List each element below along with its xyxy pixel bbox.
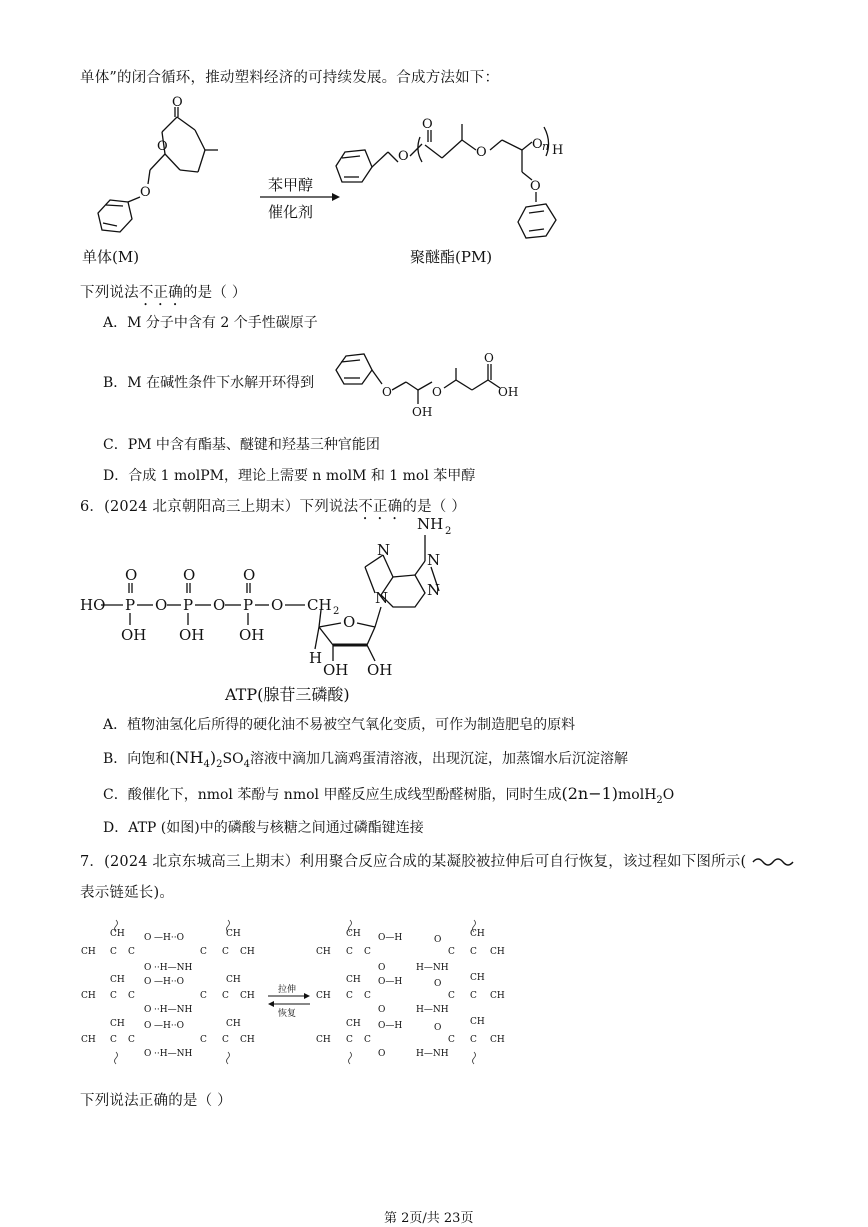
arrow-bottom-label: 恢复 xyxy=(278,1009,297,1019)
q6-stem-post: 的是（ ） xyxy=(402,499,467,515)
polymer-n: n xyxy=(542,140,550,153)
atp-O-link3: O xyxy=(271,596,284,614)
svg-text:C: C xyxy=(364,991,371,1001)
atp-O-top2: O xyxy=(183,566,196,584)
svg-text:O: O xyxy=(144,933,152,943)
atp-CH2: CH xyxy=(307,596,332,614)
svg-text:H—NH: H—NH xyxy=(416,1005,449,1015)
atp-O-top3: O xyxy=(243,566,256,584)
monomer-O-ring: O xyxy=(157,139,168,154)
polymer-O-ester: O xyxy=(398,149,409,164)
svg-text:CH: CH xyxy=(346,1019,361,1029)
svg-text:CH: CH xyxy=(81,1035,96,1045)
atp-O-link1: O xyxy=(155,596,168,614)
svg-text:O: O xyxy=(378,1005,386,1015)
svg-text:O: O xyxy=(378,963,386,973)
svg-text:C: C xyxy=(364,947,371,957)
atp-HO: HO xyxy=(80,596,106,614)
atp-OH-right: OH xyxy=(367,661,393,679)
svg-text:CH: CH xyxy=(110,975,125,985)
svg-text:O—H: O—H xyxy=(378,933,403,943)
svg-text:C: C xyxy=(222,991,229,1001)
q7-stem-line2: 表示链延长)。 xyxy=(80,885,175,901)
atp-N9: N xyxy=(375,589,389,607)
polymer-O-carbonyl: O xyxy=(422,117,433,132)
svg-text:O: O xyxy=(144,1005,152,1015)
svg-text:CH: CH xyxy=(346,929,361,939)
svg-text:CH: CH xyxy=(490,1035,505,1045)
monomer-structure xyxy=(98,107,218,232)
svg-text:O: O xyxy=(434,935,442,945)
svg-text:CH: CH xyxy=(240,991,255,1001)
svg-text:··H—NH: ··H—NH xyxy=(154,1049,193,1059)
svg-text:CH: CH xyxy=(226,1019,241,1029)
b-struct-O1: O xyxy=(382,385,392,399)
svg-text:CH: CH xyxy=(316,947,331,957)
q5-stem-post: 的是（ ） xyxy=(182,285,247,301)
svg-text:CH: CH xyxy=(490,947,505,957)
svg-text:CH: CH xyxy=(226,929,241,939)
q6-option-a: A．植物油氢化后所得的硬化油不易被空气氧化变质，可作为制造肥皂的原料 xyxy=(103,717,576,733)
atp-OH1: OH xyxy=(121,626,147,644)
svg-text:CH: CH xyxy=(240,947,255,957)
svg-text:C: C xyxy=(364,1035,371,1045)
q6-stem-pre: 6．(2024 北京朝阳高三上期末）下列说法 xyxy=(80,499,359,515)
svg-text:—H··O: —H··O xyxy=(154,1021,184,1031)
svg-text:CH: CH xyxy=(81,991,96,1001)
svg-text:CH: CH xyxy=(240,1035,255,1045)
atp-O-top1: O xyxy=(125,566,138,584)
atp-P2: P xyxy=(183,596,194,614)
b-struct-O3: O xyxy=(484,351,494,365)
atp-OH2: OH xyxy=(179,626,205,644)
atp-N3: N xyxy=(427,581,441,599)
monomer-O-ether: O xyxy=(140,185,151,200)
reagent-bottom: 催化剂 xyxy=(268,203,314,221)
svg-text:C: C xyxy=(200,991,207,1001)
svg-text:C: C xyxy=(448,1035,455,1045)
svg-text:··H—NH: ··H—NH xyxy=(154,963,193,973)
monomer-label: 单体(M) xyxy=(82,248,140,266)
q6-stem-emph: 不正确 xyxy=(358,499,403,515)
svg-text:CH: CH xyxy=(470,929,485,939)
q7-stem-line1: 7．(2024 北京东城高三上期末）利用聚合反应合成的某凝胶被拉伸后可自行恢复，该过程如下图所示( xyxy=(80,850,797,871)
q5-option-a: A．M 分子中含有 2 个手性碳原子 xyxy=(103,315,318,331)
polymer-label: 聚醚酯(PM) xyxy=(410,248,493,266)
svg-text:C: C xyxy=(222,1035,229,1045)
svg-text:C: C xyxy=(346,1035,353,1045)
svg-text:CH: CH xyxy=(110,929,125,939)
b-struct-OH2: OH xyxy=(498,385,519,399)
svg-text:C: C xyxy=(222,947,229,957)
q6-option-b: B．向饱和$(NH_4)_2SO_4$溶液中滴加几滴鸡蛋清溶液，出现沉淀，加蒸馏水后沉淀溶解 xyxy=(103,748,628,770)
svg-text:CH: CH xyxy=(490,991,505,1001)
svg-text:C: C xyxy=(470,991,477,1001)
atp-O-link2: O xyxy=(213,596,226,614)
svg-text:CH: CH xyxy=(316,991,331,1001)
svg-text:O: O xyxy=(434,1023,442,1033)
svg-text:C: C xyxy=(110,991,117,1001)
svg-text:O: O xyxy=(144,1021,152,1031)
q5-option-b: B．M 在碱性条件下水解开环得到 xyxy=(103,375,315,391)
svg-text:O: O xyxy=(378,1049,386,1059)
svg-text:C: C xyxy=(448,947,455,957)
q7-tail: 下列说法正确的是（ ） xyxy=(80,1093,232,1109)
svg-text:C: C xyxy=(200,1035,207,1045)
atp-N1: N xyxy=(427,551,441,569)
b-struct-OH: OH xyxy=(412,405,433,419)
atp-H-left: H xyxy=(309,649,323,667)
option-b-structure xyxy=(326,344,526,424)
atp-ring-O: O xyxy=(343,613,356,631)
polymer-O-ether1: O xyxy=(476,145,487,160)
svg-text:CH: CH xyxy=(110,1019,125,1029)
svg-text:C: C xyxy=(470,947,477,957)
svg-text:—H··O: —H··O xyxy=(154,977,184,987)
atp-OH-left: OH xyxy=(323,661,349,679)
svg-text:C: C xyxy=(128,1035,135,1045)
q5-option-d: D．合成 1 molPM，理论上需要 n molM 和 1 mol 苯甲醇 xyxy=(103,468,476,484)
svg-text:C: C xyxy=(110,1035,117,1045)
q5-stem-pre: 下列说法 xyxy=(80,285,139,301)
polymer-O-ether2: O xyxy=(532,137,543,152)
atp-CH2-sub: 2 xyxy=(333,606,340,617)
polymer-H: H xyxy=(552,143,564,158)
wavy-line-icon xyxy=(751,856,797,868)
atp-P3: P xyxy=(243,596,254,614)
atp-NH2-sub: 2 xyxy=(445,526,452,537)
atp-NH2: NH xyxy=(417,515,444,533)
svg-text:H—NH: H—NH xyxy=(416,1049,449,1059)
atp-OH3: OH xyxy=(239,626,265,644)
svg-text:O: O xyxy=(144,1049,152,1059)
svg-text:H—NH: H—NH xyxy=(416,963,449,973)
svg-text:C: C xyxy=(470,1035,477,1045)
svg-text:O—H: O—H xyxy=(378,1021,403,1031)
svg-text:C: C xyxy=(200,947,207,957)
svg-text:C: C xyxy=(110,947,117,957)
atp-caption: ATP(腺苷三磷酸) xyxy=(225,685,350,704)
svg-text:C: C xyxy=(128,991,135,1001)
svg-text:C: C xyxy=(128,947,135,957)
svg-text:C: C xyxy=(448,991,455,1001)
svg-text:O: O xyxy=(144,977,152,987)
polymer-O-phenoxy: O xyxy=(530,179,541,194)
svg-text:CH: CH xyxy=(470,1017,485,1027)
monomer-O-carbonyl: O xyxy=(172,95,183,110)
q6-option-d: D．ATP (如图)中的磷酸与核糖之间通过磷酯键连接 xyxy=(103,820,424,836)
svg-text:CH: CH xyxy=(346,975,361,985)
svg-text:O: O xyxy=(434,979,442,989)
svg-text:O: O xyxy=(144,963,152,973)
svg-text:CH: CH xyxy=(226,975,241,985)
svg-text:—H··O: —H··O xyxy=(154,933,184,943)
reagent-top: 苯甲醇 xyxy=(268,176,314,194)
svg-text:C: C xyxy=(346,991,353,1001)
q6-option-c: C．酸催化下，nmol 苯酚与 nmol 甲醛反应生成线型酚醛树脂，同时生成(2n−1)molH$_2$O xyxy=(103,784,675,806)
svg-text:CH: CH xyxy=(316,1035,331,1045)
atp-P1: P xyxy=(125,596,136,614)
atp-structure xyxy=(75,515,475,710)
q5-stem-emph: 不正确 xyxy=(138,285,183,301)
atp-N7: N xyxy=(377,541,391,559)
b-struct-O2: O xyxy=(432,385,442,399)
polymer-structure xyxy=(336,124,556,238)
svg-text:CH: CH xyxy=(81,947,96,957)
gel-diagram xyxy=(78,912,518,1077)
svg-text:O—H: O—H xyxy=(378,977,403,987)
q5-option-c: C．PM 中含有酯基、醚键和羟基三种官能团 xyxy=(103,437,380,453)
reaction-arrowhead xyxy=(332,193,340,201)
svg-text:CH: CH xyxy=(470,973,485,983)
svg-text:C: C xyxy=(346,947,353,957)
intro-line: 单体”的闭合循环，推动塑料经济的可持续发展。合成方法如下： xyxy=(80,70,500,86)
page-footer: 第 2页/共 23页 xyxy=(384,1211,474,1226)
svg-text:··H—NH: ··H—NH xyxy=(154,1005,193,1015)
q5-stem xyxy=(80,281,247,309)
arrow-top-label: 拉伸 xyxy=(278,985,297,995)
synthesis-scheme xyxy=(70,92,630,272)
